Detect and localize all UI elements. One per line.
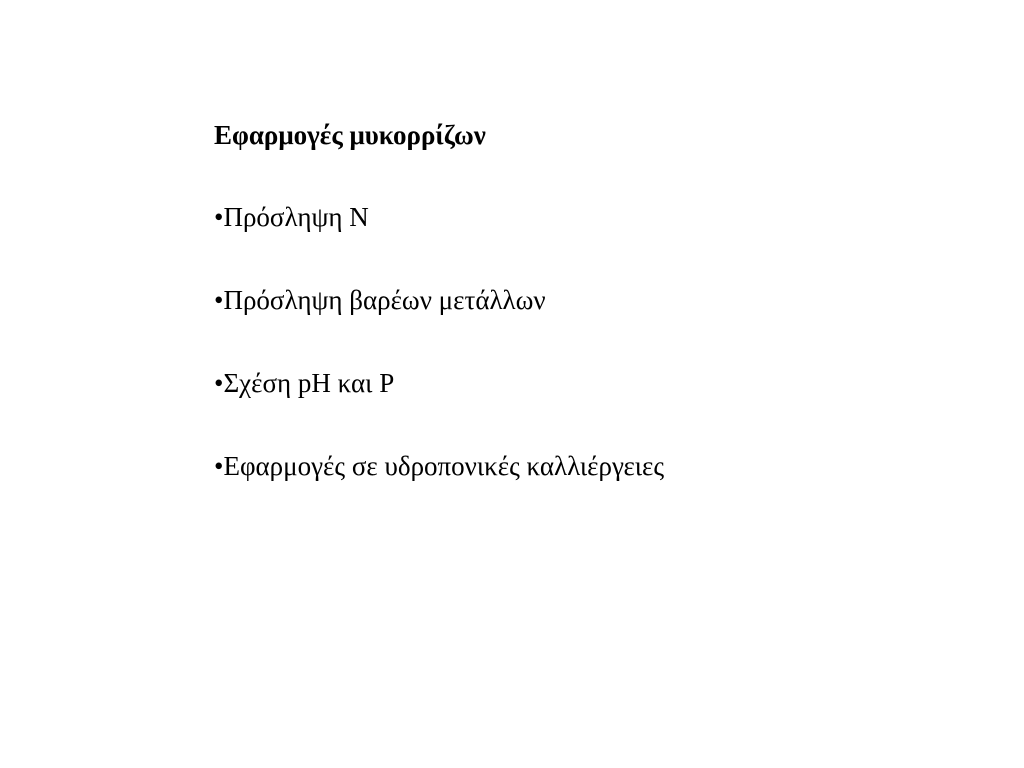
bullet-item-nitrogen-uptake <box>214 199 664 235</box>
bullet-glyph: • <box>214 285 224 315</box>
bullet-text: Σχέση pH και P <box>223 368 395 398</box>
bullet-glyph: • <box>214 202 224 232</box>
bullet-item-heavy-metals-uptake <box>214 282 664 318</box>
bullet-item-hydroponics <box>214 448 664 484</box>
bullet-text: Πρόσληψη βαρέων μετάλλων <box>223 285 546 315</box>
bullet-list <box>214 199 664 531</box>
bullet-glyph: • <box>214 368 224 398</box>
bullet-text: Εφαρμογές σε υδροπονικές καλλιέργειες <box>223 451 665 481</box>
bullet-glyph: • <box>214 451 224 481</box>
bullet-text: Πρόσληψη Ν <box>223 202 369 232</box>
bullet-item-ph-and-p <box>214 365 664 401</box>
slide-title: Εφαρμογές μυκορρίζων <box>214 120 486 150</box>
